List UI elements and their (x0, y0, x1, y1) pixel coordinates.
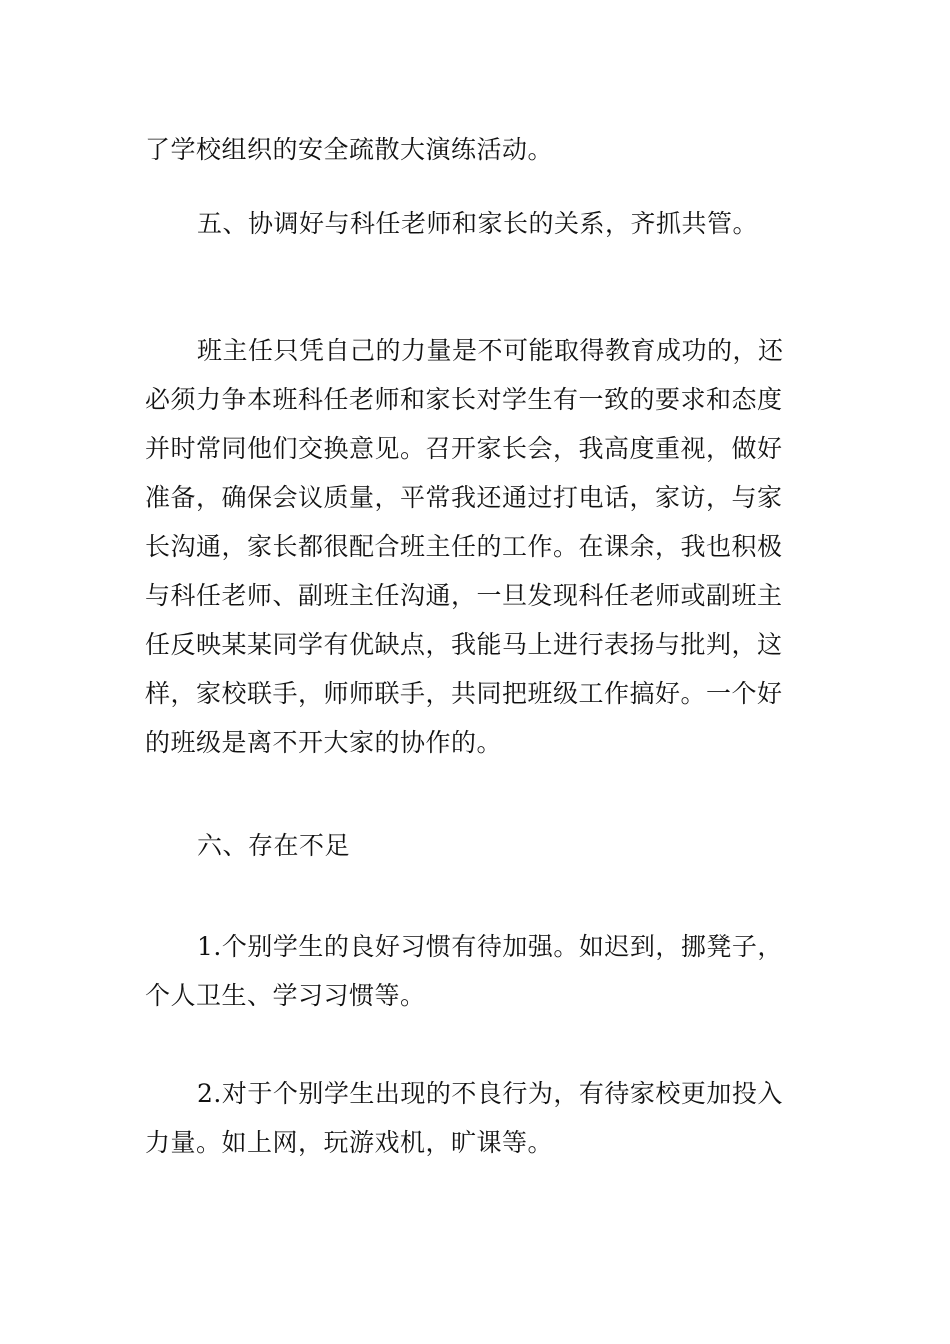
text-line: 力量。如上网，玩游戏机，旷课等。 (145, 1128, 554, 1157)
text-line: 个人卫生、学习习惯等。 (145, 981, 426, 1010)
text-line: 并时常同他们交换意见。召开家长会，我高度重视，做好 (145, 434, 783, 463)
paragraph-continuation (145, 125, 807, 174)
text-line: 必须力争本班科任老师和家长对学生有一致的要求和态度 (145, 385, 783, 414)
text-line: 1.个别学生的良好习惯有待加强。如迟到，挪凳子， (197, 932, 783, 961)
section-heading-5: 五、协调好与科任老师和家长的关系，齐抓共管。 (197, 209, 759, 238)
shortcoming-item-2 (145, 1069, 807, 1167)
text-line: 与科任老师、副班主任沟通，一旦发现科任老师或副班主 (145, 581, 783, 610)
text-line: 样，家校联手，师师联手，共同把班级工作搞好。一个好 (145, 679, 783, 708)
text-line: 了学校组织的安全疏散大演练活动。 (145, 135, 554, 164)
text-line: 任反映某某同学有优缺点，我能马上进行表扬与批判，这 (145, 630, 783, 659)
text-line: 准备，确保会议质量，平常我还通过打电话，家访，与家 (145, 483, 783, 512)
text-line: 长沟通，家长都很配合班主任的工作。在课余，我也积极 (145, 532, 783, 561)
shortcoming-item-1 (145, 922, 807, 1020)
text-line: 班主任只凭自己的力量是不可能取得教育成功的，还 (197, 336, 784, 365)
paragraph-cooperation (145, 326, 807, 767)
text-line: 的班级是离不开大家的协作的。 (145, 728, 503, 757)
text-line: 2.对于个别学生出现的不良行为，有待家校更加投入 (197, 1079, 783, 1108)
section-heading-6: 六、存在不足 (197, 831, 351, 860)
